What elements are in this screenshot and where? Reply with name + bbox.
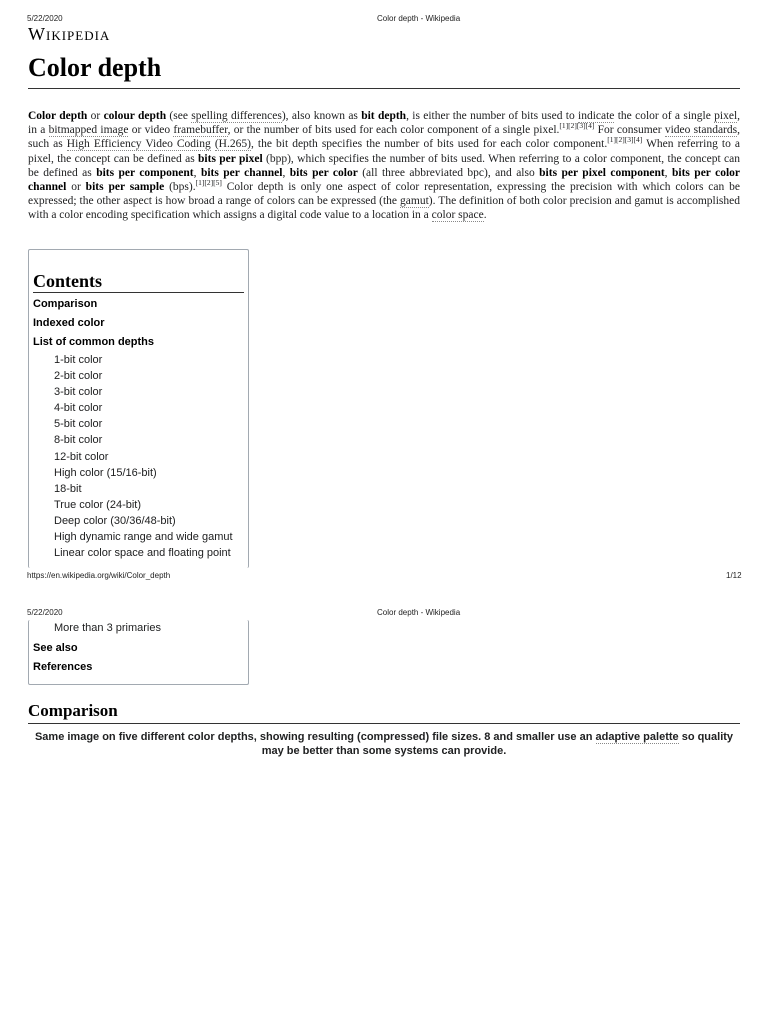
page-title: Color depth	[28, 52, 740, 89]
citation-ref[interactable]: [1][2][3][4]	[607, 135, 643, 145]
link-gamut[interactable]: gamut	[400, 195, 429, 208]
print-footer-url: https://en.wikipedia.org/wiki/Color_depth	[27, 571, 171, 580]
toc-item-true-color[interactable]: True color (24-bit)	[54, 498, 142, 511]
link-bitmapped-image[interactable]: bitmapped image	[48, 124, 129, 137]
link-pixel[interactable]: pixel	[714, 110, 738, 122]
link-spelling-differences[interactable]: spelling differences	[191, 110, 282, 122]
link-color-space[interactable]: color space	[431, 209, 484, 222]
toc-item-list-of-common-depths[interactable]: List of common depths	[33, 336, 154, 348]
intro-paragraph: Color depth or colour depth (see spelling differences), also known as bit depth, is either the number of bits used to indicate the color of a single pixel, in a bitmapped image or video framebuffer, or the number of bits used for each color component of a single pixel.[1][2][3][4] For consumer video standards, such as High Efficiency Video Coding (H.265), the bit depth specifies the number of bits used for each color component.[1][2][3][4] When referring to a pixel, the concept can be defined as bits per pixel (bpp), which specifies the number of bits used. When referring to a color component, the concept can be defined as bits per component, bits per channel, bits per color (all three abbreviated bpc), and also bits per pixel component, bits per color channel or bits per sample (bps).[1][2][5] Color depth is only one aspect of color representation, expressing the precision with which colors can be expressed; the other aspect is how broad a range of colors can be expressed (the gamut). The definition of both color precision and gamut is accomplished with a color encoding specification which assigns a digital code value to a location in a color space.	[28, 110, 741, 222]
toc-item-5-bit-color[interactable]: 5-bit color	[54, 418, 103, 431]
citation-ref[interactable]: [1][2][3][4]	[559, 121, 595, 131]
figure-caption: Same image on five different color depths, showing resulting (compressed) file sizes. 8 and smaller use an adaptive palette so quality may be better than some systems can provide.	[34, 731, 734, 757]
toc-item-8-bit-color[interactable]: 8-bit color	[54, 434, 103, 447]
toc-item-see-also[interactable]: See also	[33, 642, 78, 655]
table-of-contents	[28, 249, 249, 568]
toc-item-comparison[interactable]: Comparison	[33, 298, 98, 310]
toc-item-4-bit-color[interactable]: 4-bit color	[54, 402, 103, 415]
print-header-title: Color depth - Wikipedia	[377, 14, 461, 23]
toc-item-references[interactable]: References	[33, 661, 93, 674]
toc-item-indexed-color[interactable]: Indexed color	[33, 317, 105, 329]
toc-item-18-bit[interactable]: 18-bit	[54, 482, 82, 495]
toc-heading: Contents	[33, 270, 244, 293]
toc-item-1-bit-color[interactable]: 1-bit color	[54, 354, 103, 366]
link-indicate[interactable]: indicate	[578, 110, 615, 122]
link-hevc[interactable]: High Efficiency Video Coding	[66, 138, 211, 151]
link-framebuffer[interactable]: framebuffer	[173, 124, 228, 137]
toc-item-high-color[interactable]: High color (15/16-bit)	[54, 466, 157, 479]
print-header-title: Color depth - Wikipedia	[377, 608, 461, 617]
toc-item-2-bit-color[interactable]: 2-bit color	[54, 370, 103, 383]
citation-ref[interactable]: [1][2][5]	[195, 178, 222, 188]
section-heading-comparison: Comparison	[28, 700, 740, 724]
toc-item-more-than-3-primaries[interactable]: More than 3 primaries	[54, 622, 161, 634]
toc-item-hdr-wide-gamut[interactable]: High dynamic range and wide gamut	[54, 531, 233, 544]
wikipedia-wordmark[interactable]: Wikipedia	[28, 24, 111, 44]
toc-item-3-bit-color[interactable]: 3-bit color	[54, 386, 103, 399]
print-footer-page: 1/12	[726, 571, 742, 580]
link-h265[interactable]: (H.265)	[214, 138, 251, 151]
toc-item-12-bit-color[interactable]: 12-bit color	[54, 450, 109, 463]
print-header-date: 5/22/2020	[27, 14, 63, 23]
link-adaptive-palette[interactable]: adaptive palette	[595, 731, 679, 743]
link-video-standards[interactable]: video standards	[664, 124, 738, 137]
print-header-date: 5/22/2020	[27, 608, 63, 617]
toc-item-linear-color-space[interactable]: Linear color space and floating point	[54, 547, 231, 560]
toc-item-deep-color[interactable]: Deep color (30/36/48-bit)	[54, 514, 176, 527]
table-of-contents-continued	[28, 620, 249, 685]
